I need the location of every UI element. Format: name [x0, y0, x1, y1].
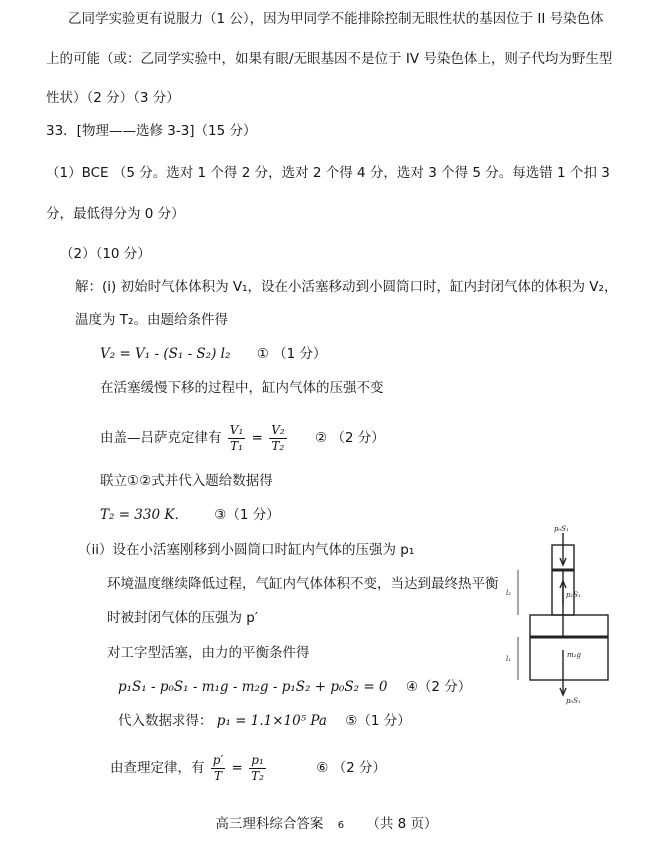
charles-prefix: 由查理定律，有 [110, 760, 205, 776]
large-cylinder [530, 615, 608, 680]
charles-score: ⑥ （2 分） [316, 760, 387, 776]
charles-line [110, 748, 386, 788]
equation-4-expr: p₁S₁ - p₀S₁ - m₁g - m₂g - p₁S₂ + p₀S₂ = 0 [118, 679, 388, 695]
substitution-line [118, 711, 411, 731]
equation-1-score: ① （1 分） [256, 346, 327, 362]
combine-text: 联立①②式并代入题给数据得 [100, 473, 273, 489]
part-2-heading: （2）（10 分） [60, 246, 151, 262]
fraction-p1-t2 [249, 753, 266, 784]
diagram-label-top: p₀S₁ [554, 525, 569, 533]
question-33-heading: 33．[物理——选修 3-3]（15 分） [46, 123, 257, 139]
fraction-p-t [211, 753, 225, 784]
gay-lussac-line [100, 420, 385, 456]
text-line-2: 上的可能（或：乙同学实验中，如果有眼/无眼基因不是位于 IV 号染色体上，则子代均为野生型 [46, 51, 613, 67]
part-ii-line-4: 对工字型活塞，由力的平衡条件得 [107, 645, 310, 661]
equals-sign: = [231, 760, 243, 776]
diagram-label-mid: p₁S₁ [566, 591, 581, 599]
diagram-label-bottom: p₀S₁ [566, 697, 581, 705]
frac-num: p′ [212, 752, 224, 767]
equals-sign: = [251, 430, 263, 446]
diagram-label-l2: l₂ [506, 589, 512, 597]
footer-page-number: 6 [337, 820, 345, 831]
part-ii-line-3: 时被封闭气体的压强为 p′ [107, 610, 258, 626]
part-ii-line-2: 环境温度继续降低过程，气缸内气体体积不变，当达到最终热平衡 [107, 576, 499, 592]
frac-num: p₁ [249, 753, 266, 769]
gay-lussac-prefix: 由盖—吕萨克定律有 [100, 430, 222, 446]
diagram-label-l1: l₁ [506, 655, 512, 663]
footer-total-pages: （共 8 页） [366, 816, 438, 832]
frac-den: T₂ [271, 438, 285, 453]
equation-1 [100, 344, 326, 364]
frac-den: T [213, 768, 222, 783]
frac-den: T₁ [230, 438, 243, 453]
gay-lussac-score: ② （2 分） [314, 430, 385, 446]
frac-den: T₂ [251, 768, 264, 783]
fraction-v2-t2 [269, 423, 286, 454]
page-footer [0, 812, 653, 832]
diagram-label-mg: m₂g [567, 651, 581, 659]
solution-line-2: 温度为 T₂。由题给条件得 [75, 312, 228, 328]
t2-value: T₂ = 330 K． [100, 507, 188, 523]
fraction-v1-t1 [228, 423, 245, 454]
equation-4-score: ④（2 分） [405, 679, 472, 695]
text-line-1: 乙同学实验更有说服力（1 公），因为甲同学不能排除控制无眼性状的基因位于 II 号染色体 [68, 11, 604, 27]
part-1-answer-cont: 分，最低得分为 0 分） [46, 206, 185, 222]
t2-result [100, 505, 280, 525]
text-line-3: 性状）（2 分）（3 分） [46, 90, 180, 106]
piston-force-diagram [500, 525, 610, 705]
part-ii-line-1: （ii）设在小活塞刚移到小圆筒口时缸内气体的压强为 p₁ [78, 542, 415, 558]
frac-num: V₁ [229, 422, 244, 437]
equation-1-expr: V₂ = V₁ - (S₁ - S₂) l₂ [100, 346, 231, 362]
substitution-value: p₁ = 1.1×10⁵ Pa [216, 713, 327, 729]
process-text: 在活塞缓慢下移的过程中，缸内气体的压强不变 [100, 380, 384, 396]
equation-4 [118, 677, 471, 697]
part-1-answer: （1）BCE （5 分。选对 1 个得 2 分，选对 2 个得 4 分，选对 3 个得 5 分。每选错 1 个扣 3 [46, 165, 610, 181]
substitution-prefix: 代入数据求得： [118, 713, 213, 729]
footer-title: 高三理科综合答案 [215, 816, 324, 832]
solution-line-1: 解：(i) 初始时气体体积为 V₁，设在小活塞移动到小圆筒口时，缸内封闭气体的体积为 V₂， [75, 279, 618, 295]
t2-score: ③（1 分） [214, 507, 280, 523]
substitution-score: ⑤（1 分） [345, 713, 411, 729]
frac-num: V₂ [271, 422, 285, 437]
